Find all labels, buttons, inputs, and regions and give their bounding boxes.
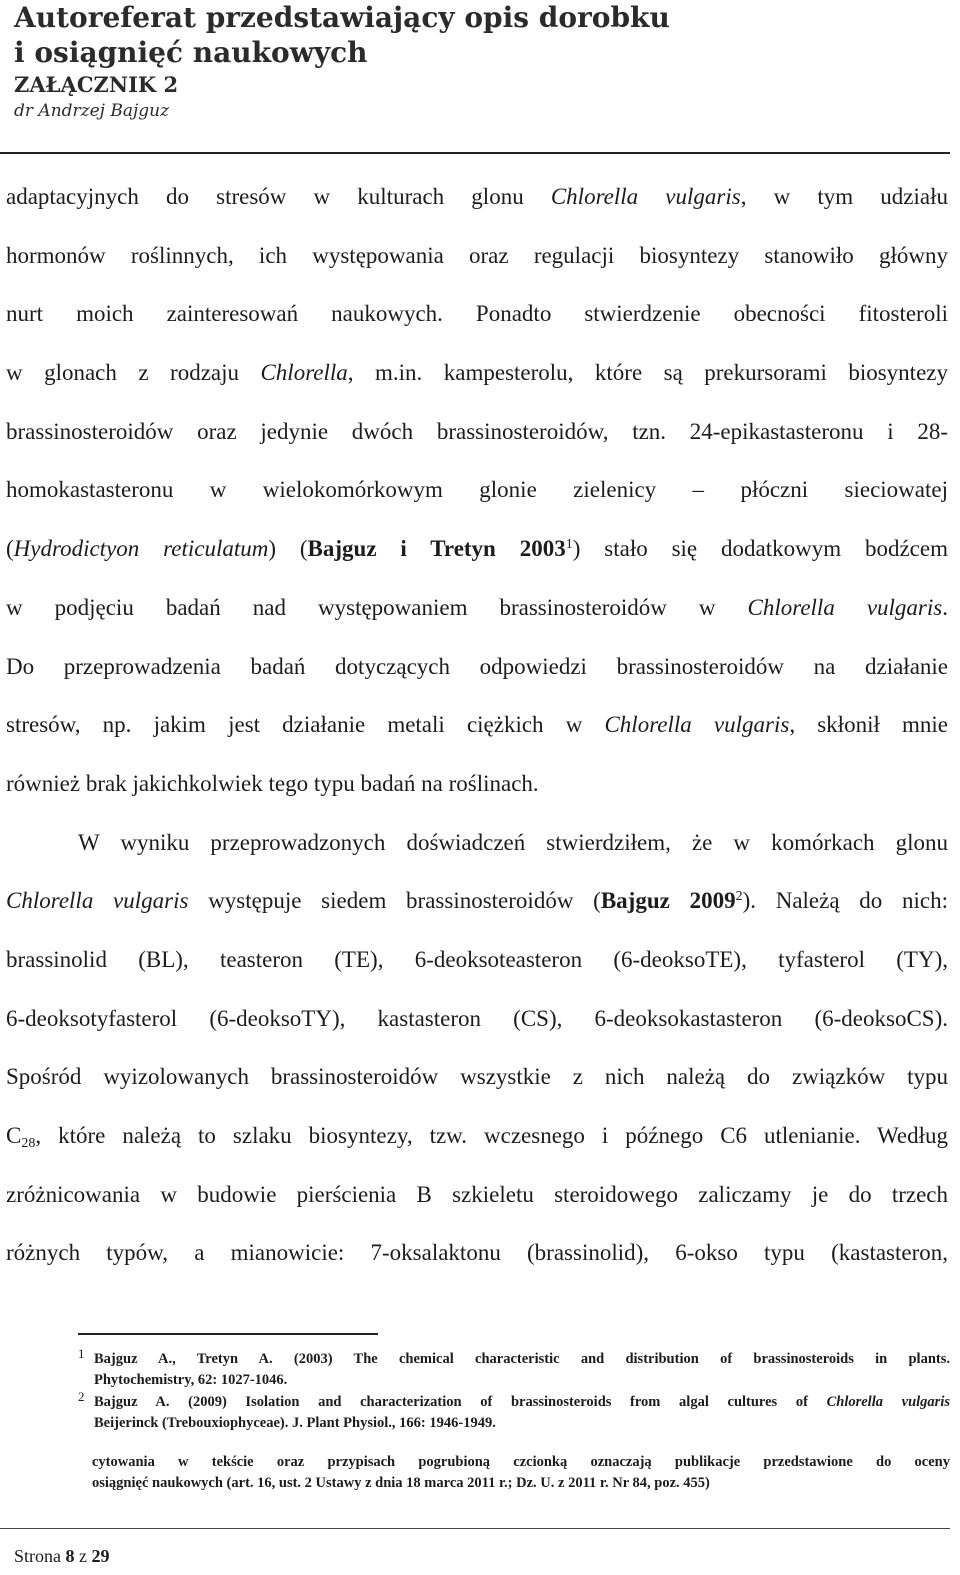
body-line: brassinosteroidów oraz jedynie dwóch brassinosteroidów, tzn. 24-epikastasteronu i 28- (6, 418, 948, 444)
footnote-text: Phytochemistry, 62: 1027-1046. (94, 1372, 288, 1388)
footnote-number: 1 (78, 1346, 85, 1361)
footnote-1 (78, 1346, 950, 1391)
footnote-divider (78, 1333, 378, 1335)
body-line: stresów, np. jakim jest działanie metali ciężkich w Chlorella vulgaris, skłonił mnie (6, 712, 948, 738)
body-line: różnych typów, a mianowicie: 7-oksalaktonu (brassinolid), 6-okso typu (kastasteron, (6, 1240, 948, 1266)
footer-divider (0, 1528, 950, 1529)
body-text (6, 168, 948, 1283)
note-text: cytowania w tekście oraz przypisach pogrubioną czcionką oznaczają publikacje przedstawione do oceny (92, 1454, 950, 1470)
note-text: osiągnięć naukowych (art. 16, ust. 2 Ustawy z dnia 18 marca 2011 r.; Dz. U. z 2011 r. Nr 84, poz. 455) (92, 1475, 710, 1491)
header-attachment: ZAŁĄCZNIK 2 (14, 72, 179, 97)
body-line: brassinolid (BL), teasteron (TE), 6-deoksoteasteron (6-deoksoTE), tyfasterol (TY), (6, 946, 948, 972)
page-footer: Strona 8 z 29 (14, 1546, 110, 1566)
header-title-line-1: Autoreferat przedstawiający opis dorobku (14, 1, 670, 34)
body-line: hormonów roślinnych, ich występowania oraz regulacji biosyntezy stanowiło główny (6, 242, 948, 268)
body-line: adaptacyjnych do stresów w kulturach glonu Chlorella vulgaris, w tym udziału (6, 184, 948, 209)
page-total: 29 (91, 1546, 110, 1566)
body-line: (Hydrodictyon reticulatum) (Bajguz i Tretyn 2003$^1$) stało się dodatkowym bodźcem (6, 536, 948, 562)
body-line: W wyniku przeprowadzonych doświadczeń stwierdziłem, że w komórkach glonu (78, 829, 948, 855)
body-line: zróżnicowania w budowie pierścienia B szkieletu steroidowego zaliczamy je do trzech (6, 1181, 948, 1207)
page-header (14, 0, 670, 124)
body-line: w podjęciu badań nad występowaniem brassinosteroidów w Chlorella vulgaris. (6, 594, 948, 620)
body-line: w glonach z rodzaju Chlorella, m.in. kampesterolu, które są prekursorami biosyntezy (6, 360, 948, 386)
citation-bold: Bajguz 2009 (600, 888, 736, 914)
page-current: 8 (65, 1546, 75, 1566)
header-title-line-2: i osiągnięć naukowych (14, 36, 368, 69)
body-line: homokastasteronu w wielokomórkowym glonie zielenicy – płóczni sieciowatej (6, 477, 948, 503)
citation-note (92, 1452, 950, 1494)
footnote-text: Beijerinck (Trebouxiophyceae). J. Plant Physiol., 166: 1946-1949. (94, 1415, 496, 1431)
body-line: Chlorella vulgaris występuje siedem brassinosteroidów (Bajguz 2009$^2$). Należą do nich: (6, 888, 948, 914)
body-line: również brak jakichkolwiek tego typu badań na roślinach. (6, 770, 539, 796)
body-line: Spośród wyizolowanych brassinosteroidów wszystkie z nich należą do związków typu (6, 1064, 948, 1090)
footnote-text: Bajguz A. (2009) Isolation and characterization of brassinosteroids from algal cultures of Chlorella vulgaris (94, 1394, 950, 1410)
citation-bold: Bajguz i Tretyn 2003 (307, 536, 566, 562)
body-line: nurt moich zainteresowań naukowych. Ponadto stwierdzenie obecności fitosteroli (6, 301, 948, 327)
footnote-text: Bajguz A., Tretyn A. (2003) The chemical characteristic and distribution of brassinosteroids in plants. (94, 1351, 950, 1367)
body-line: Do przeprowadzenia badań dotyczących odpowiedzi brassinosteroidów na działanie (6, 653, 948, 679)
header-author: dr Andrzej Bajguz (14, 101, 170, 121)
body-line: $C_{28}$, które należą to szlaku biosyntezy, tzw. wczesnego i późnego C6 utlenianie. Według (6, 1123, 948, 1151)
body-line: 6-deoksotyfasterol (6-deoksoTY), kastasteron (CS), 6-deoksokastasteron (6-deoksoCS). (6, 1005, 948, 1031)
header-divider (0, 152, 950, 154)
footnote-number: 2 (78, 1389, 85, 1404)
footnote-2 (78, 1389, 950, 1434)
